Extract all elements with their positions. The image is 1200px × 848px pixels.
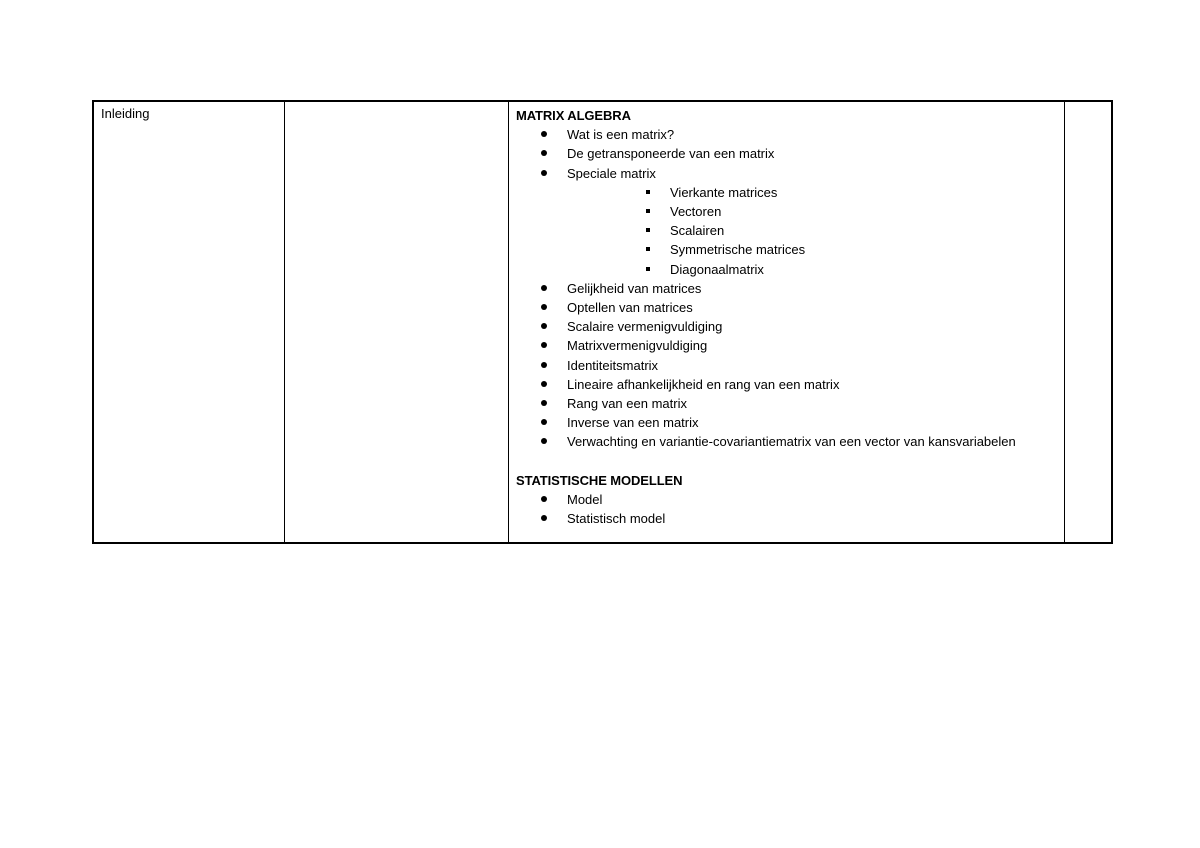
bullet-square-icon [646, 247, 650, 251]
list-item-text: Inverse van een matrix [567, 415, 699, 431]
bullet-square-icon [646, 228, 650, 232]
chapter-cell [93, 101, 285, 543]
empty-cell [1065, 101, 1113, 543]
list-item [516, 298, 1064, 317]
list-item [516, 125, 1064, 144]
sub-list-item [516, 202, 1064, 221]
list-item [516, 509, 1064, 528]
list-item-text: Verwachting en variantie-covariantiematrix van een vector van kansvariabelen [567, 434, 1016, 450]
list-item-text: Optellen van matrices [567, 300, 693, 316]
list-item [516, 413, 1064, 432]
chapter-title: Inleiding [101, 106, 150, 121]
list-item [516, 394, 1064, 413]
list-item-text: Statistisch model [567, 511, 666, 527]
list-item [516, 375, 1064, 394]
bullet-dot-icon [541, 381, 547, 387]
bullet-dot-icon [541, 496, 547, 502]
bullet-dot-icon [541, 285, 547, 291]
course-outline-table [92, 100, 1113, 544]
bullet-dot-icon [541, 419, 547, 425]
sub-list-item [516, 260, 1064, 279]
section-title-statistische-modellen: STATISTISCHE MODELLEN [516, 472, 683, 488]
list-item-text: Speciale matrix [567, 165, 656, 181]
list-item [516, 336, 1064, 355]
sub-list-item [516, 221, 1064, 240]
bullet-dot-icon [541, 323, 547, 329]
sub-list-item [516, 183, 1064, 202]
list-item-text: Rang van een matrix [567, 396, 687, 412]
bullet-dot-icon [541, 304, 547, 310]
empty-cell [285, 101, 509, 543]
bullet-square-icon [646, 209, 650, 213]
bullet-dot-icon [541, 515, 547, 521]
sub-list-item [516, 240, 1064, 259]
topics-cell [509, 101, 1065, 543]
list-item [516, 317, 1064, 336]
list-item-text: Scalaire vermenigvuldiging [567, 319, 723, 335]
section-title-matrix-algebra: MATRIX ALGEBRA [516, 108, 631, 123]
list-item [516, 490, 1064, 509]
topic-list [516, 125, 1064, 183]
bullet-dot-icon [541, 170, 547, 176]
sub-list-item-text: Diagonaalmatrix [670, 261, 764, 277]
list-item-text: Identiteitsmatrix [567, 357, 659, 373]
bullet-dot-icon [541, 438, 547, 444]
list-item [516, 144, 1064, 163]
list-item [516, 164, 1064, 183]
bullet-dot-icon [541, 362, 547, 368]
list-item-text: Wat is een matrix? [567, 127, 675, 143]
sub-list-item-text: Vierkante matrices [670, 184, 778, 200]
topic-list [516, 490, 1064, 528]
topic-list [516, 279, 1064, 452]
list-item-text: Matrixvermenigvuldiging [567, 338, 708, 354]
sub-list-item-text: Scalairen [670, 223, 725, 239]
empty-cell-text [285, 102, 508, 106]
list-item-text: Model [567, 492, 603, 508]
list-item-text: De getransponeerde van een matrix [567, 146, 775, 162]
subtopic-list [516, 183, 1064, 279]
bullet-dot-icon [541, 342, 547, 348]
section-spacer [516, 452, 1064, 471]
table-row [93, 101, 1112, 543]
list-item-text: Gelijkheid van matrices [567, 280, 702, 296]
list-item-text: Lineaire afhankelijkheid en rang van een matrix [567, 376, 840, 392]
bullet-square-icon [646, 267, 650, 271]
empty-cell-text [1065, 102, 1111, 106]
list-item [516, 279, 1064, 298]
bullet-dot-icon [541, 400, 547, 406]
topics-content [509, 102, 1064, 528]
sub-list-item-text: Vectoren [670, 204, 722, 220]
list-item [516, 356, 1064, 375]
list-item [516, 432, 1064, 451]
bullet-dot-icon [541, 131, 547, 137]
bullet-square-icon [646, 190, 650, 194]
bullet-dot-icon [541, 150, 547, 156]
sub-list-item-text: Symmetrische matrices [670, 242, 806, 258]
